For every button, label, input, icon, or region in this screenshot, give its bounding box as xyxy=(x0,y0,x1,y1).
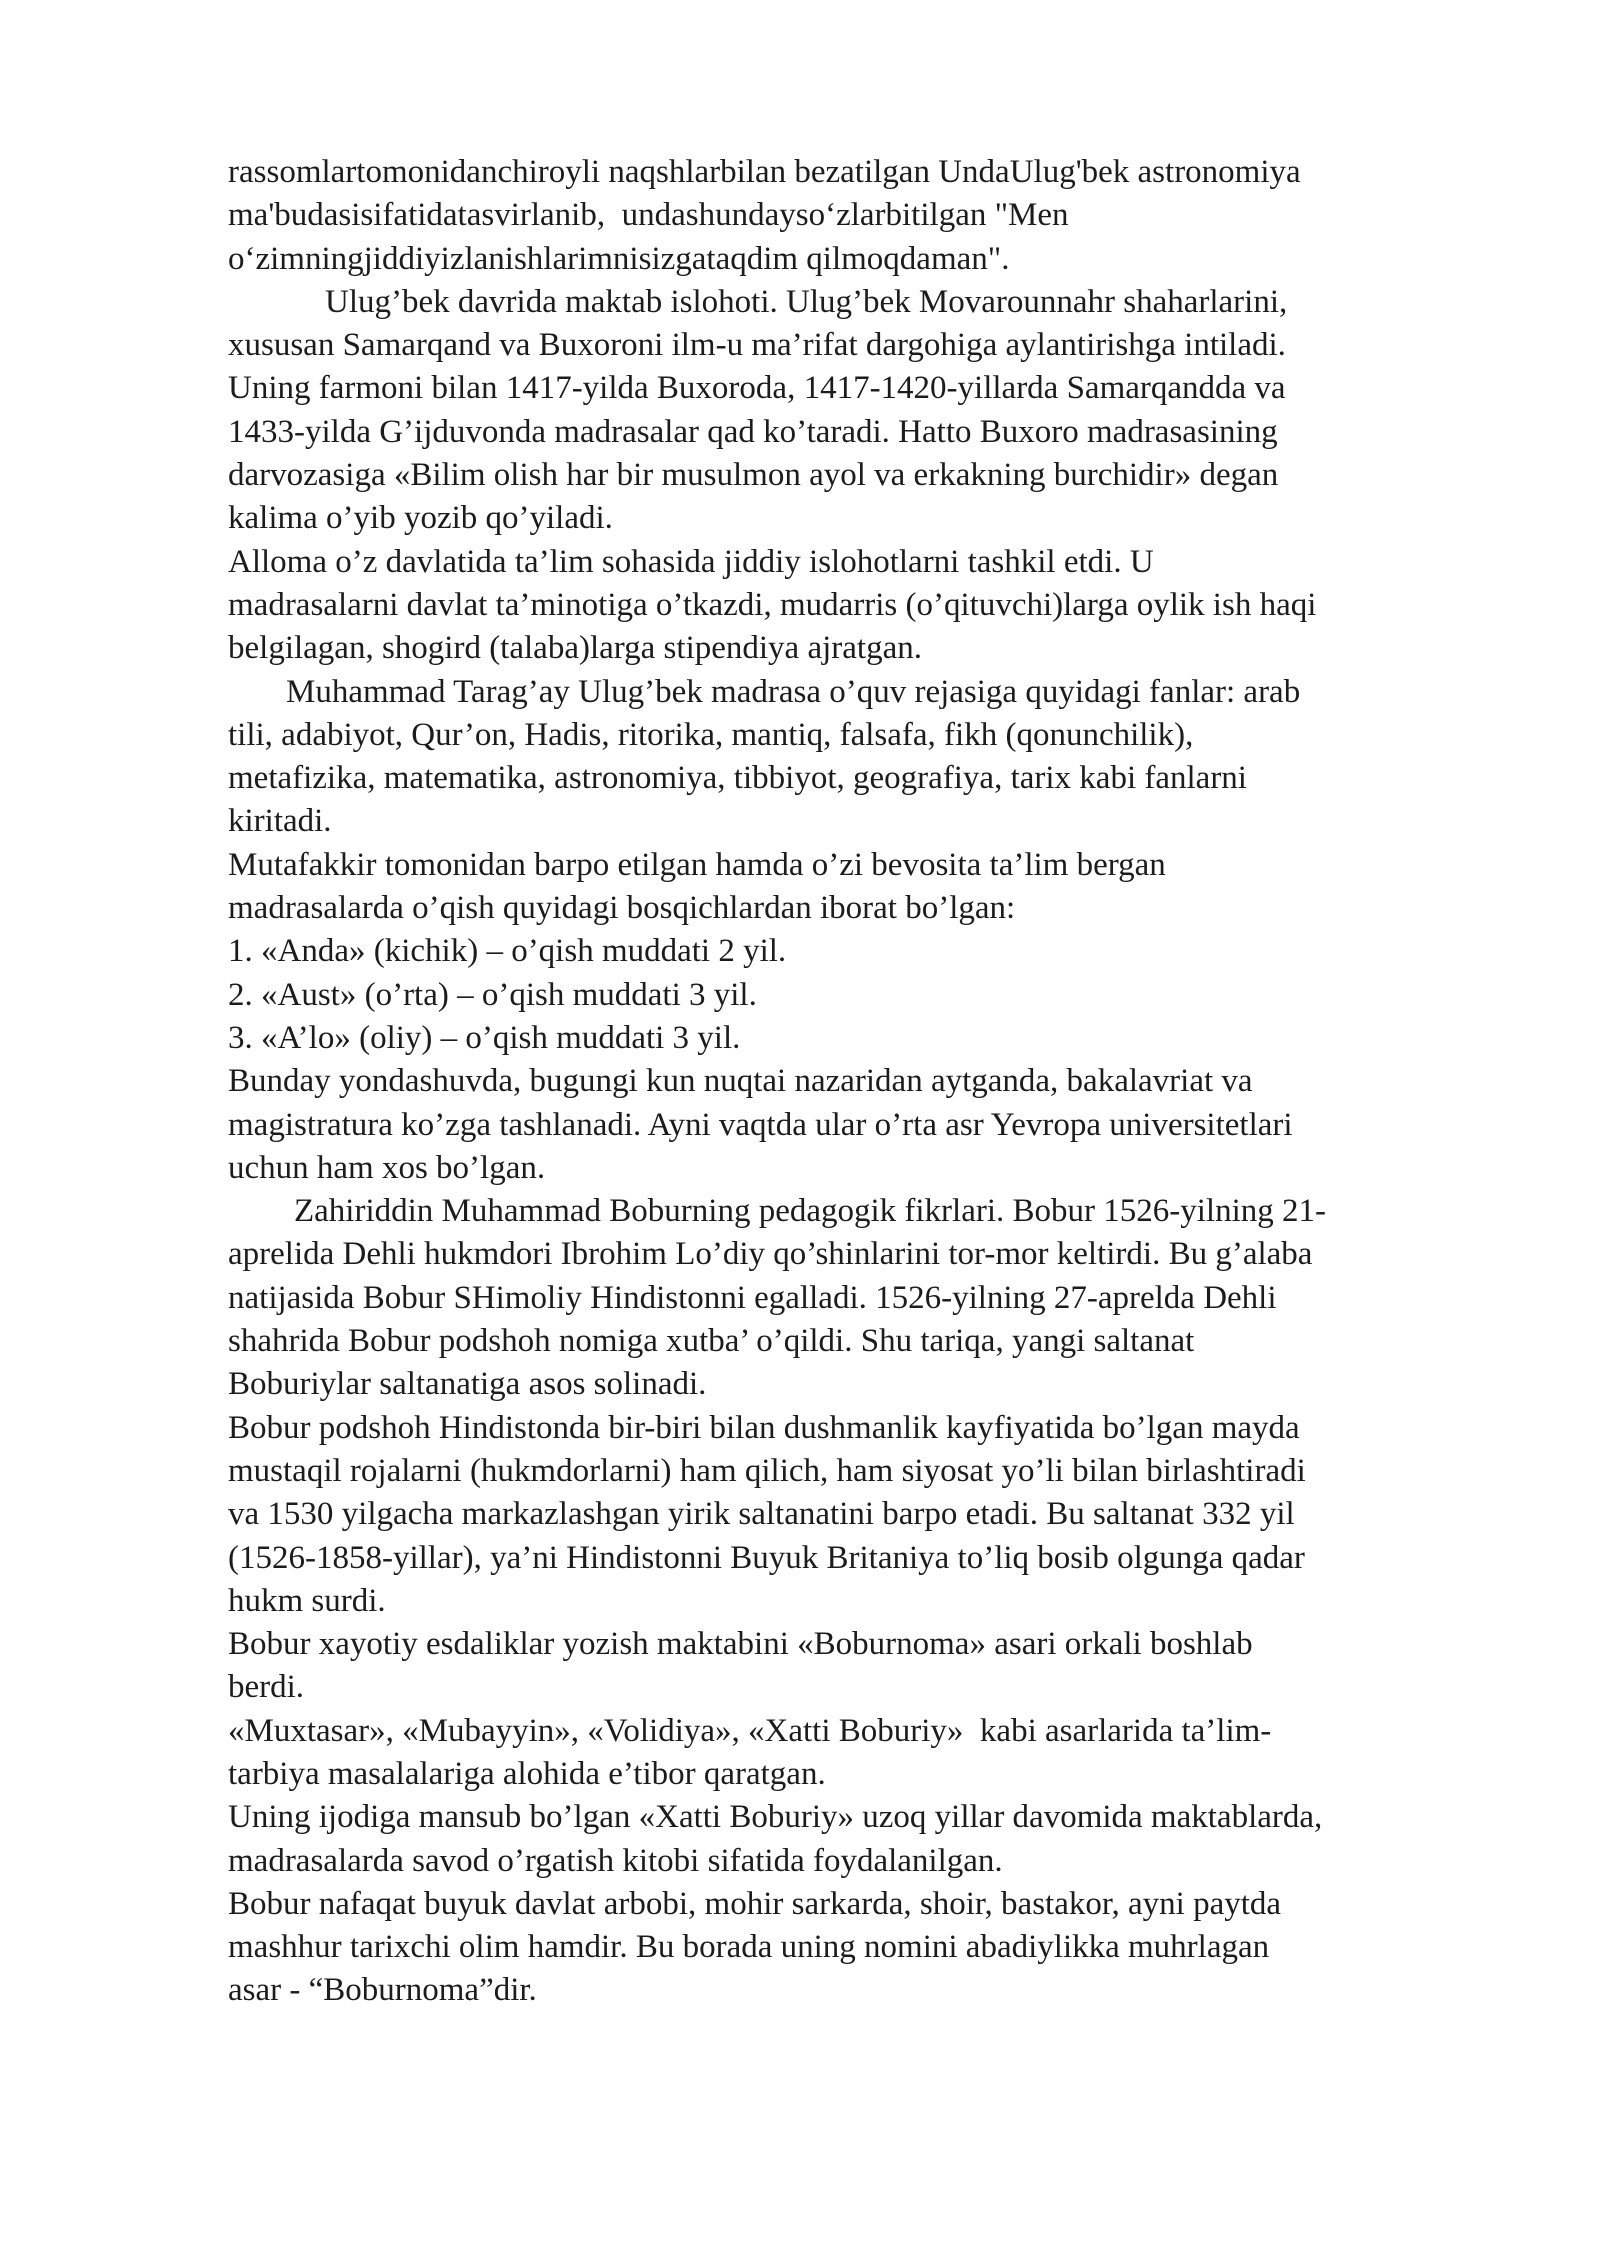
text-line: darvozasiga «Bilim olish har bir musulmon ayol va erkakning burchidir» degan xyxy=(228,457,1279,494)
text-line: madrasalarda savod o’rgatish kitobi sifatida foydalanilgan. xyxy=(228,1842,1003,1879)
text-line: Bunday yondashuvda, bugungi kun nuqtai nazaridan aytganda, bakalavriat va xyxy=(228,1063,1253,1100)
text-line: mustaqil rojalarni (hukmdorlarni) ham qilich, ham siyosat yo’li bilan birlashtiradi xyxy=(228,1452,1306,1489)
text-line: metafizika, matematika, astronomiya, tibbiyot, geografiya, tarix kabi fanlarni xyxy=(228,760,1247,797)
text-line: tili, adabiyot, Qur’on, Hadis, ritorika, mantiq, falsafa, fikh (qonunchilik), xyxy=(228,716,1194,753)
text-line: Ulug’bek davrida maktab islohoti. Ulug’bek Movarounnahr shaharlarini, xyxy=(325,283,1288,320)
paragraph-babur-pedagogy xyxy=(228,1190,1600,1406)
study-stages-list xyxy=(228,930,1600,1060)
text-line: belgilagan, shogird (talaba)larga stipendiya ajratgan. xyxy=(228,630,922,667)
text-line: Bobur xayotiy esdaliklar yozish maktabini «Boburnoma» asari orkali boshlab xyxy=(228,1626,1253,1663)
text-line: Uning ijodiga mansub bo’lgan «Xatti Boburiy» uzoq yillar davomida maktablarda, xyxy=(228,1799,1323,1836)
text-line: va 1530 yilgacha markazlashgan yirik saltanatini barpo etadi. Bu saltanat 332 yil xyxy=(228,1496,1295,1533)
text-line: hukm surdi. xyxy=(228,1582,386,1619)
text-line: asar - “Boburnoma”dir. xyxy=(228,1972,537,2009)
text-line: ma'budasisifatidatasvirlanib, undashundayso‘zlarbitilgan "Men xyxy=(228,197,1069,234)
paragraph-memoir-school xyxy=(228,1623,1600,1710)
paragraph-study-stages-intro xyxy=(228,844,1600,931)
text-line: 1433-yilda G’ijduvonda madrasalar qad ko’taradi. Hatto Buxoro madrasasining xyxy=(228,413,1278,450)
text-line: madrasalarda o’qish quyidagi bosqichlardan iborat bo’lgan: xyxy=(228,890,1016,927)
text-line: natijasida Bobur SHimoliy Hindistonni egalladi. 1526-yilning 27-aprelda Dehli xyxy=(228,1279,1277,1316)
list-item: 3. «A’lo» (oliy) – o’qish muddati 3 yil. xyxy=(228,1019,741,1056)
text-line: mashhur tarixchi olim hamdir. Bu borada uning nomini abadiylikka muhrlagan xyxy=(228,1929,1270,1966)
paragraph-education-reforms xyxy=(228,541,1600,671)
text-line: Boburiylar saltanatiga asos solinadi. xyxy=(228,1366,707,1403)
text-line: shahrida Bobur podshoh nomiga xutba’ o’qildi. Shu tariqa, yangi saltanat xyxy=(228,1323,1195,1360)
paragraph-boburnoma xyxy=(228,1883,1600,2013)
text-line: Zahiriddin Muhammad Boburning pedagogik fikrlari. Bobur 1526-yilning 21- xyxy=(294,1193,1327,1230)
text-line: uchun ham xos bo’lgan. xyxy=(228,1149,546,1186)
text-line: Bobur nafaqat buyuk davlat arbobi, mohir sarkarda, shoir, bastakor, ayni paytda xyxy=(228,1885,1282,1922)
list-item: 1. «Anda» (kichik) – o’qish muddati 2 yil. xyxy=(228,933,787,970)
text-line: Bobur podshoh Hindistonda bir-biri bilan dushmanlik kayfiyatida bo’lgan mayda xyxy=(228,1409,1300,1446)
list-item: 2. «Aust» (o’rta) – o’qish muddati 3 yil. xyxy=(228,976,757,1013)
text-line: o‘zimningjiddiyizlanishlarimnisizgataqdim qilmoqdaman". xyxy=(228,240,1010,277)
text-line: kalima o’yib yozib qo’yiladi. xyxy=(228,500,613,537)
text-line: (1526-1858-yillar), ya’ni Hindistonni Buyuk Britaniya to’liq bosib olgunga qadar xyxy=(228,1539,1305,1576)
text-line: Alloma o’z davlatida ta’lim sohasida jiddiy islohotlarni tashkil etdi. U xyxy=(228,543,1154,580)
paragraph-babur-empire xyxy=(228,1407,1600,1623)
text-line: berdi. xyxy=(228,1669,305,1706)
text-line: Muhammad Tarag’ay Ulug’bek madrasa o’quv rejasiga quyidagi fanlar: arab xyxy=(286,673,1301,710)
text-line: magistratura ko’zga tashlanadi. Ayni vaqtda ular o’rta asr Yevropa universitetlari xyxy=(228,1106,1293,1143)
text-line: madrasalarni davlat ta’minotiga o’tkazdi, mudarris (o’qituvchi)larga oylik ish haqi xyxy=(228,586,1317,623)
paragraph-curriculum xyxy=(228,671,1600,844)
text-line: tarbiya masalalariga alohida e’tibor qaratgan. xyxy=(228,1755,826,1792)
paragraph-xatti-boburiy xyxy=(228,1796,1600,1883)
text-line: aprelida Dehli hukmdori Ibrohim Lo’diy qo’shinlarini tor-mor keltirdi. Bu g’alaba xyxy=(228,1236,1313,1273)
text-line: rassomlartomonidanchiroyli naqshlarbilan bezatilgan UndaUlug'bek astronomiya xyxy=(228,154,1301,190)
text-line: Mutafakkir tomonidan barpo etilgan hamda o’zi bevosita ta’lim bergan xyxy=(228,846,1166,883)
paragraph-bachelor-master-comparison xyxy=(228,1060,1600,1190)
paragraph-ulugbek-school-reform xyxy=(228,281,1600,541)
text-line: kiritadi. xyxy=(228,803,332,840)
text-line: Uning farmoni bilan 1417-yilda Buxoroda, 1417-1420-yillarda Samarqandda va xyxy=(228,370,1286,407)
text-line: xususan Samarqand va Buxoroni ilm-u ma’rifat dargohiga aylantirishga intiladi. xyxy=(228,327,1286,364)
text-line: «Muxtasar», «Mubayyin», «Volidiya», «Xatti Boburiy» kabi asarlarida ta’lim- xyxy=(228,1712,1272,1749)
paragraph-intro-continuation xyxy=(228,151,1600,281)
paragraph-works xyxy=(228,1710,1600,1797)
